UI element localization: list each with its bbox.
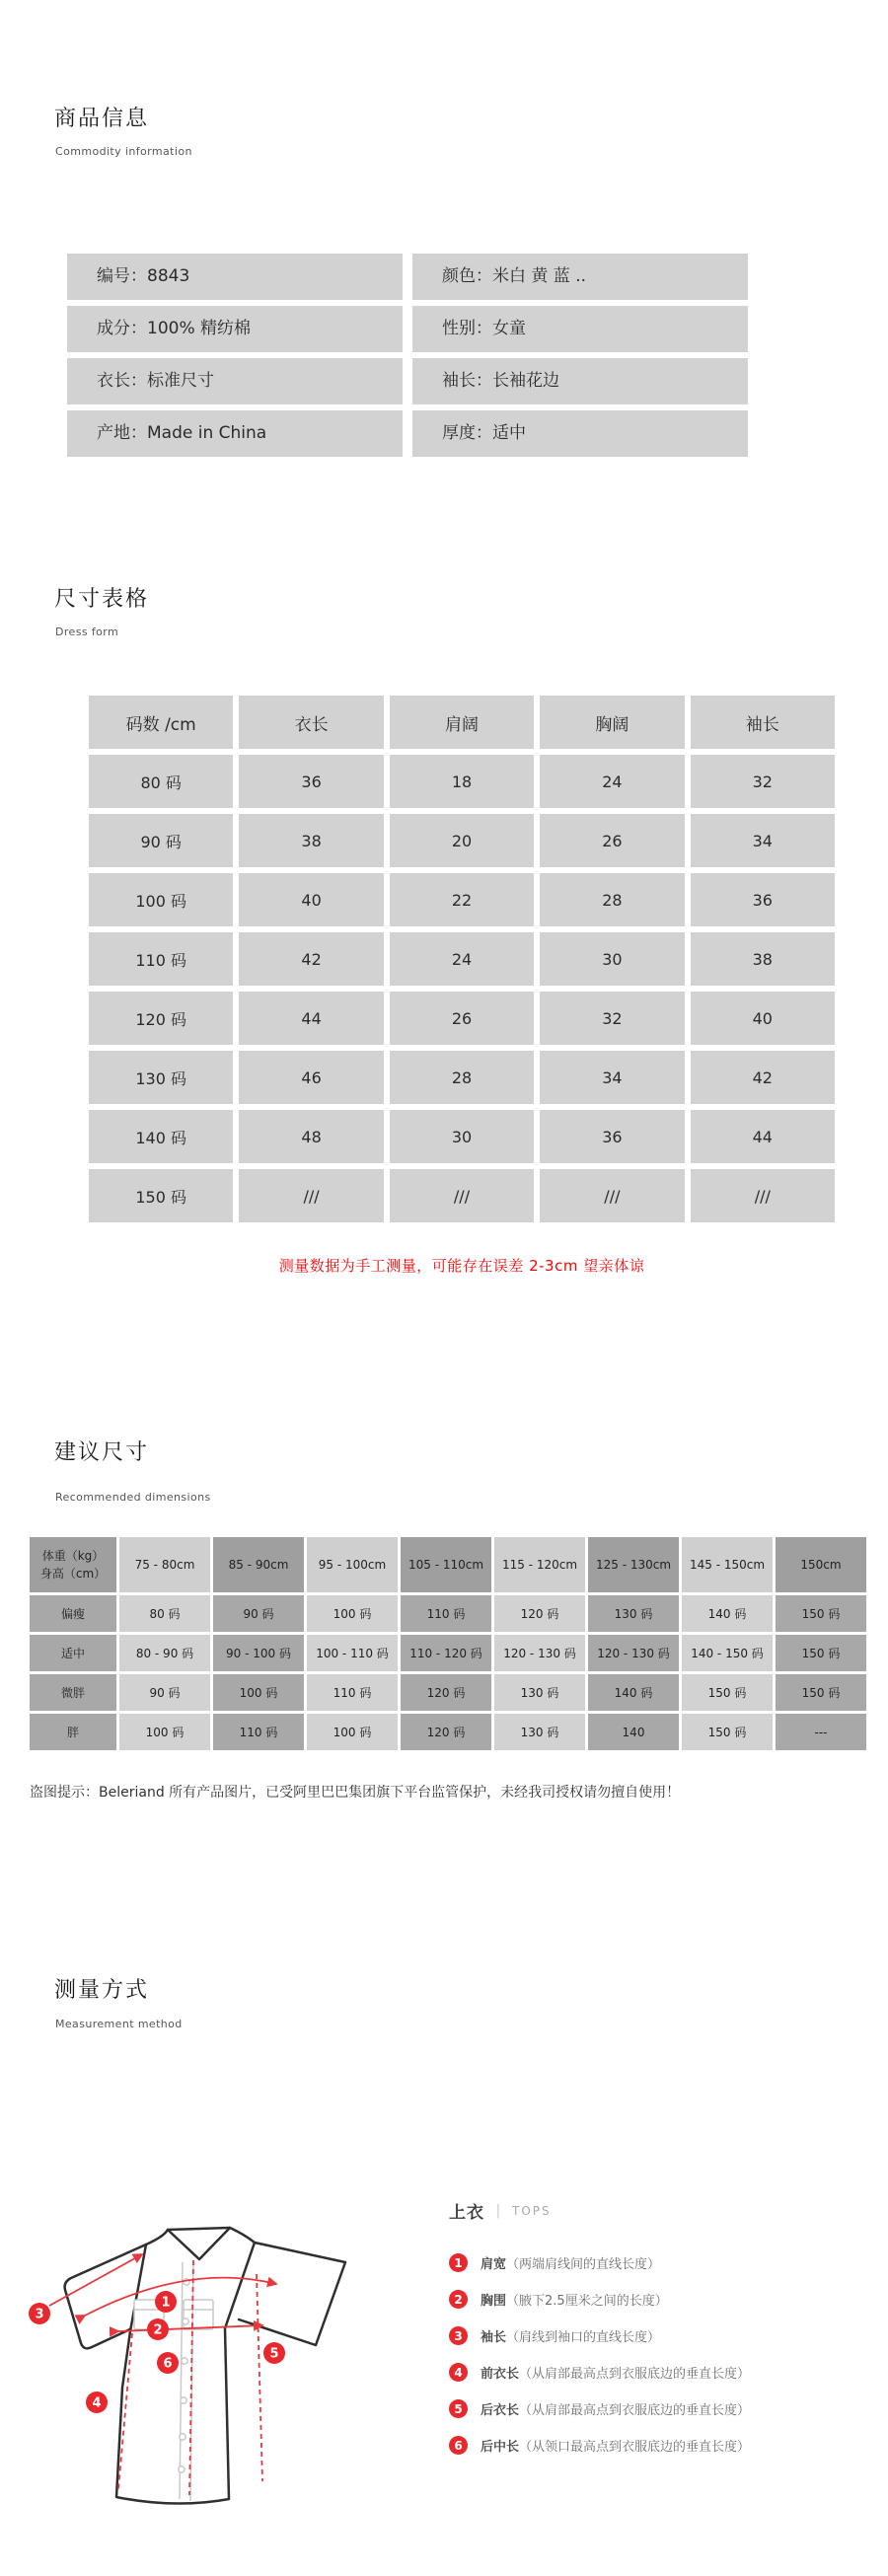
size-table-header-cell: 衣长	[239, 696, 383, 749]
size-value-cell: 36	[239, 755, 383, 808]
product-attribute-cell: 衣长：标准尺寸	[67, 358, 403, 405]
rec-value-cell: 150 码	[776, 1674, 866, 1711]
size-value-cell: 36	[691, 873, 835, 926]
size-value-cell: 48	[239, 1110, 383, 1163]
rec-value-cell: 130 码	[494, 1674, 585, 1711]
legend-item-desc: （两端肩线间的直线长度）	[506, 2257, 661, 2272]
rec-value-cell: 100 码	[307, 1595, 398, 1632]
size-table-header-cell: 肩阔	[390, 696, 534, 749]
legend-number-badge: 3	[449, 2326, 468, 2345]
product-attribute-cell: 编号：8843	[67, 254, 403, 300]
product-attribute-cell: 产地：Made in China	[67, 410, 403, 457]
rec-value-cell: 120 码	[401, 1714, 491, 1750]
size-value-cell: ///	[390, 1169, 534, 1222]
rec-value-cell: 100 码	[213, 1674, 304, 1711]
legend-item-desc: （从肩部最高点到衣服底边的垂直长度）	[519, 2367, 751, 2382]
rec-value-cell: 150 码	[682, 1674, 773, 1711]
size-value-cell: 44	[691, 1110, 835, 1163]
legend-number-badge: 5	[449, 2399, 468, 2418]
size-row-label: 140 码	[89, 1110, 233, 1163]
rec-value-cell: 110 码	[307, 1674, 398, 1711]
rec-value-cell: 140	[588, 1714, 679, 1750]
rec-value-cell: 90 码	[119, 1674, 210, 1711]
legend-title-en: TOPS	[512, 2203, 552, 2218]
size-value-cell: 32	[691, 755, 835, 808]
size-value-cell: 38	[691, 932, 835, 986]
legend-item	[449, 2245, 873, 2281]
legend-number-badge: 2	[449, 2290, 468, 2309]
rec-value-cell: 140 - 150 码	[682, 1635, 773, 1671]
rec-value-cell: 100 码	[119, 1714, 210, 1750]
rec-header-cell: 145 - 150cm	[682, 1537, 773, 1592]
legend-item-label: 袖长	[481, 2330, 507, 2345]
size-row-label: 130 码	[89, 1051, 233, 1104]
rec-value-cell: 120 码	[494, 1595, 585, 1632]
rec-corner-weight: 体重（kg）	[41, 1549, 105, 1563]
size-value-cell: 42	[691, 1051, 835, 1104]
rec-value-cell: 110 码	[213, 1714, 304, 1750]
size-value-cell: 44	[239, 992, 383, 1045]
product-attribute-cell: 袖长：长袖花边	[412, 358, 748, 405]
legend-item	[449, 2391, 873, 2427]
size-table-header-cell: 胸阔	[540, 696, 684, 749]
tops-legend	[449, 2198, 873, 2464]
size-table-header-cell: 袖长	[691, 696, 835, 749]
rec-value-cell: 130 码	[494, 1714, 585, 1750]
product-attribute-cell: 性别：女童	[412, 306, 748, 352]
legend-item	[449, 2318, 873, 2354]
product-info-table	[67, 254, 748, 457]
legend-item	[449, 2427, 873, 2464]
rec-corner-height: 身高（cm）	[39, 1567, 107, 1581]
diagram-marker-number: 2	[153, 2322, 163, 2338]
rec-row-label: 胖	[30, 1714, 116, 1750]
product-info-subtitle: Commodity information	[55, 145, 192, 158]
legend-title-cn: 上衣	[449, 2203, 484, 2223]
rec-header-cell: 75 - 80cm	[119, 1537, 210, 1592]
legend-item-label: 肩宽	[481, 2257, 507, 2272]
legend-number-badge: 4	[449, 2363, 468, 2382]
size-row-label: 80 码	[89, 755, 233, 808]
rec-value-cell: 110 - 120 码	[401, 1635, 491, 1671]
size-value-cell: 46	[239, 1051, 383, 1104]
rec-row-label: 微胖	[30, 1674, 116, 1711]
rec-value-cell: 150 码	[682, 1714, 773, 1750]
rec-value-cell: 100 码	[307, 1714, 398, 1750]
legend-item	[449, 2354, 873, 2391]
size-value-cell: 26	[390, 992, 534, 1045]
measurement-subtitle: Measurement method	[55, 2018, 183, 2030]
anti-theft-notice: 盗图提示：Beleriand 所有产品图片，已受阿里巴巴集团旗下平台监管保护，未经我司授权请勿擅自使用！	[30, 1785, 681, 1801]
rec-value-cell: 100 - 110 码	[307, 1635, 398, 1671]
rec-value-cell: 120 - 130 码	[494, 1635, 585, 1671]
rec-value-cell: ---	[776, 1714, 866, 1750]
rec-value-cell: 80 - 90 码	[119, 1635, 210, 1671]
size-value-cell: ///	[239, 1169, 383, 1222]
size-row-label: 110 码	[89, 932, 233, 986]
rec-value-cell: 120 - 130 码	[588, 1635, 679, 1671]
legend-item-label: 后中长	[481, 2440, 520, 2455]
diagram-marker-number: 5	[269, 2346, 279, 2362]
size-table-header-cell: 码数 /cm	[89, 696, 233, 749]
rec-row-label: 偏瘦	[30, 1595, 116, 1632]
legend-item-label: 后衣长	[481, 2403, 520, 2418]
rec-header-cell: 105 - 110cm	[401, 1537, 491, 1592]
product-info-title: 商品信息	[54, 107, 150, 131]
rec-value-cell: 130 码	[588, 1595, 679, 1632]
size-table	[89, 696, 835, 1222]
size-value-cell: 34	[540, 1051, 684, 1104]
legend-item-label: 前衣长	[481, 2367, 520, 2382]
rec-value-cell: 140 码	[588, 1674, 679, 1711]
size-value-cell: 26	[540, 814, 684, 867]
measurement-tolerance-note: 测量数据为手工测量，可能存在误差 2-3cm 望亲体谅	[278, 1257, 645, 1275]
diagram-marker-number: 4	[92, 2395, 102, 2411]
rec-value-cell: 80 码	[119, 1595, 210, 1632]
measurement-title: 测量方式	[54, 1978, 150, 2003]
size-table-subtitle: Dress form	[55, 626, 119, 638]
legend-item-desc: （从领口最高点到衣服底边的垂直长度）	[519, 2440, 751, 2455]
rec-header-cell: 125 - 130cm	[588, 1537, 679, 1592]
rec-value-cell: 140 码	[682, 1595, 773, 1632]
product-attribute-cell: 厚度：适中	[412, 410, 748, 457]
size-value-cell: 28	[540, 873, 684, 926]
diagram-marker-number: 3	[35, 2307, 44, 2322]
rec-value-cell: 150 码	[776, 1595, 866, 1632]
product-attribute-cell: 成分：100% 精纺棉	[67, 306, 403, 352]
size-value-cell: ///	[540, 1169, 684, 1222]
legend-divider: 丨	[490, 2202, 507, 2221]
size-value-cell: 24	[540, 755, 684, 808]
shirt-outline	[65, 2228, 345, 2504]
rec-value-cell: 90 - 100 码	[213, 1635, 304, 1671]
size-value-cell: 32	[540, 992, 684, 1045]
legend-title	[449, 2198, 873, 2223]
size-row-label: 150 码	[89, 1169, 233, 1222]
size-row-label: 90 码	[89, 814, 233, 867]
rec-row-label: 适中	[30, 1635, 116, 1671]
size-value-cell: 24	[390, 932, 534, 986]
size-value-cell: 40	[239, 873, 383, 926]
size-value-cell: 42	[239, 932, 383, 986]
legend-number-badge: 1	[449, 2253, 468, 2272]
rec-header-cell: 150cm	[776, 1537, 866, 1592]
size-value-cell: 28	[390, 1051, 534, 1104]
rec-header-cell: 95 - 100cm	[307, 1537, 398, 1592]
rec-value-cell: 90 码	[213, 1595, 304, 1632]
legend-item-desc: （肩线到袖口的直线长度）	[506, 2330, 661, 2345]
recommended-subtitle: Recommended dimensions	[55, 1491, 211, 1504]
size-table-title: 尺寸表格	[54, 587, 150, 612]
legend-item-label: 胸围	[481, 2294, 507, 2309]
rec-header-cell: 115 - 120cm	[494, 1537, 585, 1592]
rec-value-cell: 120 码	[401, 1674, 491, 1711]
recommended-title: 建议尺寸	[54, 1440, 150, 1465]
diagram-marker-number: 6	[163, 2356, 173, 2372]
recommended-size-table	[30, 1537, 866, 1750]
rec-value-cell: 110 码	[401, 1595, 491, 1632]
legend-item-desc: （腋下2.5厘米之间的长度）	[506, 2294, 668, 2309]
shirt-measurement-diagram	[20, 2215, 424, 2511]
legend-number-badge: 6	[449, 2436, 468, 2455]
size-row-label: 100 码	[89, 873, 233, 926]
legend-items	[449, 2245, 873, 2464]
product-attribute-cell: 颜色：米白 黄 蓝 ..	[412, 254, 748, 300]
rec-corner-cell	[30, 1537, 116, 1592]
diagram-marker-number: 1	[161, 2295, 171, 2311]
size-value-cell: 22	[390, 873, 534, 926]
rec-header-cell: 85 - 90cm	[213, 1537, 304, 1592]
size-value-cell: 20	[390, 814, 534, 867]
size-value-cell: 36	[540, 1110, 684, 1163]
size-value-cell: 18	[390, 755, 534, 808]
size-value-cell: 30	[390, 1110, 534, 1163]
size-value-cell: 40	[691, 992, 835, 1045]
size-value-cell: 38	[239, 814, 383, 867]
size-value-cell: ///	[691, 1169, 835, 1222]
rec-value-cell: 150 码	[776, 1635, 866, 1671]
legend-item-desc: （从肩部最高点到衣服底边的垂直长度）	[519, 2403, 751, 2418]
size-row-label: 120 码	[89, 992, 233, 1045]
size-value-cell: 34	[691, 814, 835, 867]
size-value-cell: 30	[540, 932, 684, 986]
legend-item	[449, 2281, 873, 2318]
